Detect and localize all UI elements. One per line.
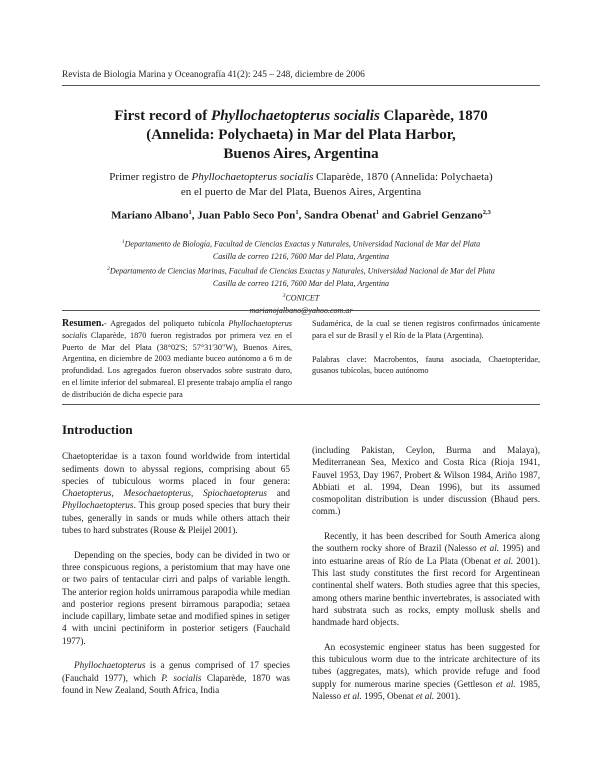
paper-subtitle: Primer registro de Phyllochaetopterus socialis Claparède, 1870 (Annelida: Polychaeta) en el puerto de Mar del Plata, Buenos Aires, Argentina [109,171,493,198]
left-column [62,424,290,709]
paragraph: Chaetopteridae is a taxon found worldwide from intertidal sediments down to abyssal regions, comprising about 65 species of tubiculous worms placed in four genera: Chaetopterus, Mesochaetopterus, Spiochaetopterus and Phyllochaetopterus. This group posed species that bury their tubes, generally in sands or muds while others attach their tubes to hard substrates (Rouse & Pleijel 2001). [62,451,291,536]
abstract: Resumen.- Agregados del poliqueto tubícola Phyllochaetopterus socialis Claparède, 1870 fueron registrados por primera vez en el Puerto de Mar del Plata (38°02'S; 57°31'30"W), Buenos Aires, Argentina, en diciembre de 2003 mediante buceo autónomo a 6 m de profundidad. Los agregados fueron observados sobre sustrato duro, en el límite inferior del submareal. El presente trabajo amplía el rango de distribución de dicha especie para [62,318,292,399]
author: Mariano Albano [111,209,189,222]
abstract-label: Resumen. [62,318,104,329]
abstract-continued: Sudamérica, de la cual se tienen registros confirmados únicamente para el sur de Brasil y el Río de la Plata (Argentina). Palabras clave: Macrobentos, fauna asociada, Chaetopteridae, gusanos tubícolas, buceo autónomo [312,319,540,376]
affiliations: $^1$Departamento de Biología, Facultad de Ciencias Exactas y Naturales, Universidad Nacional de Mar del Plata Casilla de correo 1216, 7600 Mar del Plata, Argentina $^2$Departamento de Ciencias Marinas, Facultad de Ciencias Exactas y Naturales, Universidad Nacional de Mar del Plata Casilla de correo 1216, 7600 Mar del Plata, Argentina $^3$CONICET [62,236,540,317]
abstract-rule [62,310,540,311]
section-heading: Introduction [62,422,133,437]
keywords: Palabras clave: Macrobentos, fauna asociada, Chaetopteridae, gusanos tubícolas, buceo autónomo [312,354,540,376]
header-rule [62,85,540,86]
right-column [312,444,540,715]
paragraph: Depending on the species, body can be divided in two or three conspicuous regions, a peristomium that may have one or two pairs of tentacular cirri and palps of variable length. The anterior region holds unirramous parapodia while median and posterior regions present birramous parapodia; setaea include capillary, limbate setae and modified spines in setiger 4 with uncini pectiniform in posterior setigers (Fauchald 1977). [62,549,290,646]
paragraph: Recently, it has been described for South America along the southern rocky shore of Brazil (Nalesso et al. 1995) and into estuarine areas of Río de La Plata (Obenat et al. 2001). This last study constitutes the first record for Argentinean continental shelf waters. Both studies agree that this species, among others marine benthic invertebrates, is associated with hard substrata such as rocks, empty mollusk shells and handmade hard objects. [312,531,541,628]
author: Sandra Obenat [304,209,376,222]
author-email[interactable] [62,305,540,317]
section-rule [62,404,540,405]
author: Juan Pablo Seco Pon [197,209,296,222]
author-list: Mariano Albano$^1$, Juan Pablo Seco Pon$^1$, Sandra Obenat$^1$ and Gabriel Genzano$^{2,3}$ [111,209,491,222]
journal-header: Revista de Biología Marina y Oceanografía 41(2): 245 – 248, diciembre de 2006 [62,70,365,80]
paragraph: Phyllochaetopterus is a genus comprised of 17 species (Fauchald 1977), which P. socialis Claparède, 1870 was found in New Zealand, South Africa, India [62,660,290,695]
paragraph: (including Pakistan, Ceylon, Burma and Malaya), Mediterranean Sea, Mexico and Costa Rica (Rioja 1941, Fauvel 1953, Day 1967, Probert & Wilson 1984, Ariño 1987, Abbiati et al. 1994, Dean 1996), but its assumed cosmopolitan distribution is under discussion (Bhaud pers. comm.) [312,445,540,517]
paragraph: An ecosystemic engineer status has been suggested for this tubiculous worm due to the intricate architecture of its tubes (aggregates, mats), which provide refuge and food supply for numerous marine species (Gettleson et al. 1985, Nalesso et al. 1995, Obenat et al. 2001). [312,641,540,701]
author: Gabriel Genzano [402,209,483,222]
paper-title: First record of Phyllochaetopterus socialis Claparède, 1870 (Annelida: Polychaeta) in Mar del Plata Harbor, Buenos Aires, Argentina [114,108,488,162]
